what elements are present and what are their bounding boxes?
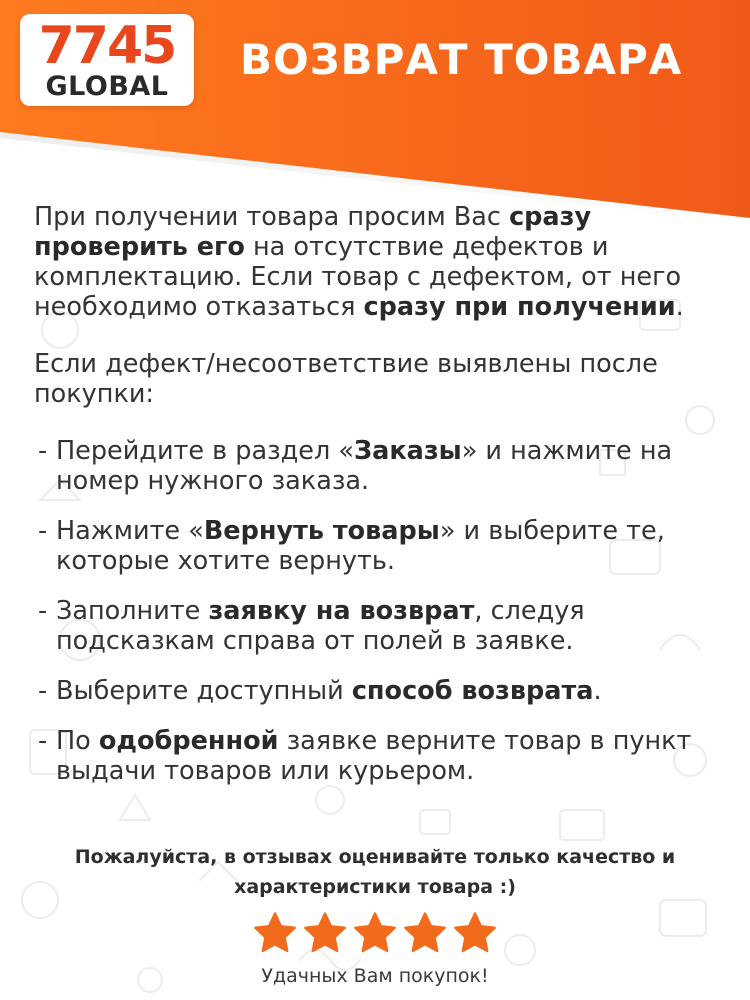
return-steps xyxy=(34,436,734,786)
defect-intro: Если дефект/несоответствие выявлены после покупки: xyxy=(34,349,658,409)
list-item xyxy=(34,676,734,706)
step-text: Нажмите « xyxy=(56,516,204,546)
step-bold: Заказы xyxy=(354,436,462,466)
page-title: ВОЗВРАТ ТОВАРА xyxy=(240,35,683,84)
step-text: » и выберите те, которые хотите вернуть. xyxy=(56,516,665,576)
star-icon xyxy=(352,910,398,956)
list-item xyxy=(34,596,734,656)
step-bold: одобренной xyxy=(98,726,279,756)
star-icon xyxy=(452,910,498,956)
step-text: Перейдите в раздел « xyxy=(56,436,354,466)
list-item xyxy=(34,516,734,576)
footer xyxy=(0,842,750,990)
list-dash: - xyxy=(38,436,48,466)
intro-text: . xyxy=(675,292,684,322)
step-text: » и нажмите на номер нужного заказа. xyxy=(56,436,673,496)
review-note: Пожалуйста, в отзывах оценивайте только качество и характеристики товара :) xyxy=(74,846,676,898)
list-dash: - xyxy=(38,726,48,756)
step-text: , следуя подсказкам справа от полей в заявке. xyxy=(56,596,585,656)
step-text: Заполните xyxy=(56,596,209,626)
star-rating xyxy=(0,910,750,956)
farewell-text: Удачных Вам покупок! xyxy=(261,965,489,987)
star-icon xyxy=(402,910,448,956)
list-item xyxy=(34,436,734,496)
intro-paragraph xyxy=(34,202,734,322)
star-icon xyxy=(252,910,298,956)
list-dash: - xyxy=(38,676,48,706)
brand-logo xyxy=(20,14,194,106)
step-bold: способ возврата xyxy=(351,676,594,706)
logo-word: GLOBAL xyxy=(45,71,169,102)
step-text: По xyxy=(56,726,99,756)
step-text: Выберите доступный xyxy=(56,676,352,706)
intro-bold: сразу при получении xyxy=(363,292,676,322)
step-bold: Вернуть товары xyxy=(203,516,440,546)
logo-number: 7745 xyxy=(38,16,176,76)
instructions xyxy=(34,202,734,806)
list-dash: - xyxy=(38,516,48,546)
step-text: . xyxy=(593,676,602,706)
step-text: заявке верните товар в пункт выдачи товаров или курьером. xyxy=(56,726,692,786)
list-item xyxy=(34,726,734,786)
intro-text: на отсутствие дефектов и комплектацию. Если товар с дефектом, от него необходимо отказаться xyxy=(34,232,682,322)
intro-bold: сразу проверить его xyxy=(34,202,592,262)
list-dash: - xyxy=(38,596,48,626)
step-bold: заявку на возврат xyxy=(208,596,475,626)
intro-text: При получении товара просим Вас xyxy=(34,202,510,232)
star-icon xyxy=(302,910,348,956)
